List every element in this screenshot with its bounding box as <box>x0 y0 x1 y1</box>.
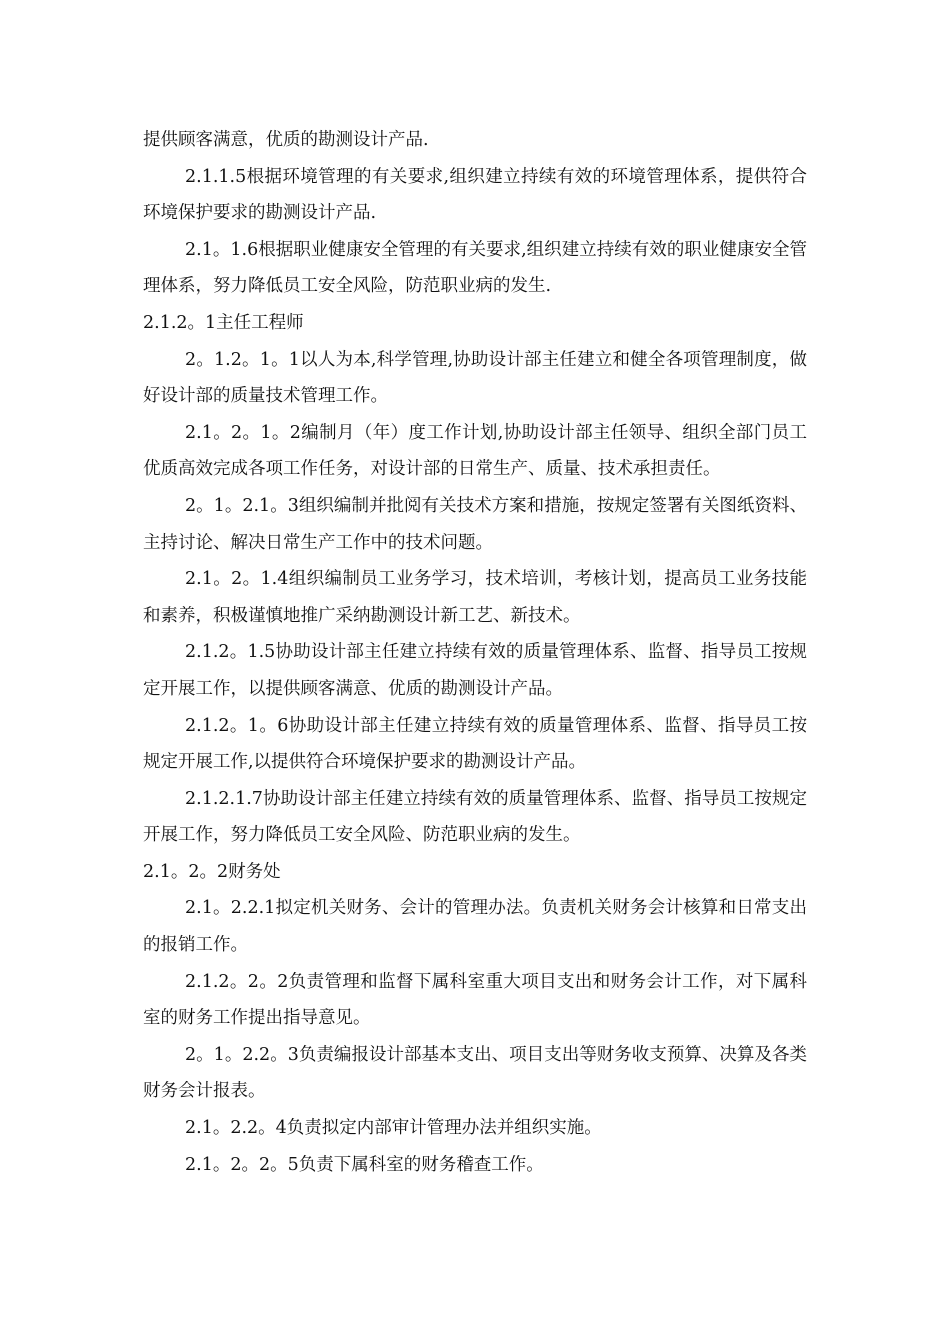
paragraph-2-1-2-2-4: 2.1。2.2。4负责拟定内部审计管理办法并组织实施。 <box>185 1118 602 1139</box>
section-heading-chief-engineer: 2.1.2。1主任工程师 <box>143 312 304 333</box>
paragraph-2-1-1-6: 2.1。1.6根据职业健康安全管理的有关要求,组织建立持续有效的职业健康安全管理体系，努力降低员工安全风险，防范职业病的发生. <box>143 239 807 297</box>
section-heading-finance-office: 2.1。2。2财务处 <box>143 861 281 882</box>
paragraph-2-1-2-1-1: 2。1.2。1。1以人为本,科学管理,协助设计部主任建立和健全各项管理制度，做好设计部的质量技术管理工作。 <box>143 349 807 407</box>
paragraph-continuation: 提供顾客满意，优质的勘测设计产品. <box>143 130 429 150</box>
paragraph-2-1-2-1-2: 2.1。2。1。2编制月（年）度工作计划,协助设计部主任领导、组织全部门员工优质高效完成各项工作任务，对设计部的日常生产、质量、技术承担责任。 <box>143 422 807 480</box>
paragraph-2-1-2-1-6: 2.1.2。1。6协助设计部主任建立持续有效的质量管理体系、监督、指导员工按规定开展工作,以提供符合环境保护要求的勘测设计产品。 <box>143 715 807 773</box>
paragraph-2-1-1-5: 2.1.1.5根据环境管理的有关要求,组织建立持续有效的环境管理体系，提供符合环境保护要求的勘测设计产品. <box>143 166 807 224</box>
paragraph-2-1-2-2-2: 2.1.2。2。2负责管理和监督下属科室重大项目支出和财务会计工作，对下属科室的财务工作提出指导意见。 <box>143 971 807 1029</box>
paragraph-2-1-2-1-5: 2.1.2。1.5协助设计部主任建立持续有效的质量管理体系、监督、指导员工按规定开展工作，以提供顾客满意、优质的勘测设计产品。 <box>143 642 807 699</box>
document-body <box>143 122 807 1183</box>
paragraph-2-1-2-1-7: 2.1.2.1.7协助设计部主任建立持续有效的质量管理体系、监督、指导员工按规定开展工作，努力降低员工安全风险、防范职业病的发生。 <box>143 788 807 846</box>
paragraph-2-1-2-1-3: 2。1。2.1。3组织编制并批阅有关技术方案和措施，按规定签署有关图纸资料、主持讨论、解决日常生产工作中的技术问题。 <box>143 495 807 553</box>
paragraph-2-1-2-1-4: 2.1。2。1.4组织编制员工业务学习，技术培训，考核计划，提高员工业务技能和素养，积极谨慎地推广采纳勘测设计新工艺、新技术。 <box>143 569 807 626</box>
paragraph-2-1-2-2-1: 2.1。2.2.1拟定机关财务、会计的管理办法。负责机关财务会计核算和日常支出的报销工作。 <box>143 898 807 956</box>
paragraph-2-1-2-2-5: 2.1。2。2。5负责下属科室的财务稽查工作。 <box>185 1154 544 1175</box>
paragraph-2-1-2-2-3: 2。1。2.2。3负责编报设计部基本支出、项目支出等财务收支预算、决算及各类财务会计报表。 <box>143 1044 807 1102</box>
